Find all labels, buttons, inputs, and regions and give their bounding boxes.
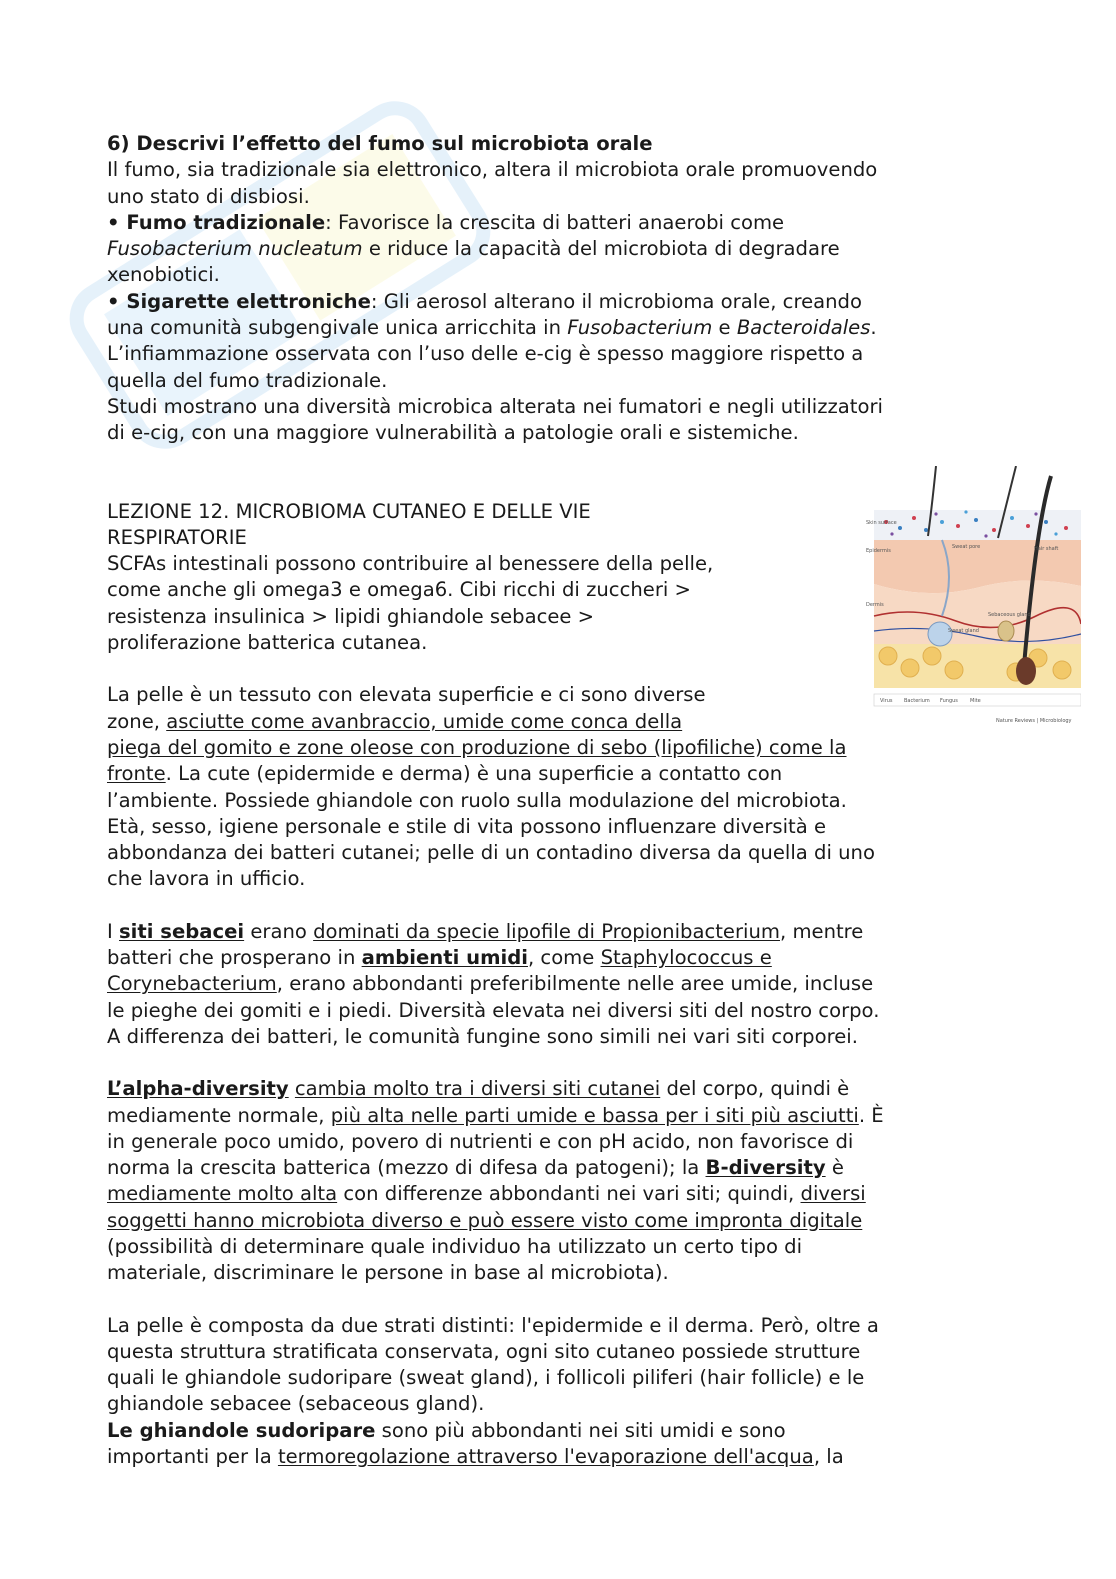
paragraph: Corynebacterium, erano abbondanti preferibilmente nelle aree umide, incluse	[107, 972, 874, 996]
paragraph: quella del fumo tradizionale.	[107, 368, 388, 392]
figure-label: Skin surface	[866, 520, 897, 526]
paragraph: questa struttura stratificata conservata, ogni sito cutaneo possiede strutture	[107, 1339, 861, 1363]
paragraph: l’ambiente. Possiede ghiandole con ruolo sulla modulazione del microbiota.	[107, 788, 847, 812]
section-title-q6: 6) Descrivi l’effetto del fumo sul microbiota orale	[107, 132, 653, 155]
paragraph: proliferazione batterica cutanea.	[107, 631, 428, 655]
paragraph: norma la crescita batterica (mezzo di difesa da patogeni); la B-diversity è	[107, 1156, 844, 1180]
paragraph: abbondanza dei batteri cutanei; pelle di un contadino diversa da quella di uno	[107, 841, 875, 865]
figure-label: Epidermis	[866, 548, 891, 554]
paragraph: A differenza dei batteri, le comunità fungine sono simili nei vari siti corporei.	[107, 1024, 858, 1048]
paragraph: Le ghiandole sudoripare sono più abbondanti nei siti umidi e sono	[107, 1418, 786, 1442]
lesson-title: RESPIRATORIE	[107, 525, 247, 549]
bullet-item: • Sigarette elettroniche: Gli aerosol alterano il microbioma orale, creando	[107, 289, 862, 313]
paragraph: che lavora in ufficio.	[107, 867, 306, 891]
figure-label: Hair shaft	[1034, 546, 1059, 552]
bullet-item: • Fumo tradizionale: Favorisce la crescita di batteri anaerobi come	[107, 210, 785, 234]
paragraph: mediamente molto alta con differenze abbondanti nei vari siti; quindi, diversi	[107, 1182, 866, 1206]
paragraph: La pelle è un tessuto con elevata superficie e ci sono diverse	[107, 683, 706, 707]
paragraph: mediamente normale, più alta nelle parti umide e bassa per i siti più asciutti. È	[107, 1103, 884, 1127]
bullet-item: xenobiotici.	[107, 263, 220, 287]
paragraph: resistenza insulinica > lipidi ghiandole sebacee >	[107, 604, 595, 628]
paragraph: in generale poco umido, povero di nutrienti e con pH acido, non favorisce di	[107, 1129, 854, 1153]
paragraph: SCFAs intestinali possono contribuire al benessere della pelle,	[107, 552, 714, 576]
paragraph: ghiandole sebacee (sebaceous gland).	[107, 1392, 485, 1416]
paragraph: batteri che prosperano in ambienti umidi, come Staphylococcus e	[107, 946, 772, 970]
legend-entry: Virus	[880, 698, 893, 704]
figure-credit: Nature Reviews | Microbiology	[996, 718, 1072, 724]
paragraph: I siti sebacei erano dominati da specie lipofile di Propionibacterium, mentre	[107, 919, 864, 943]
document-body	[107, 131, 1007, 1470]
paragraph: (possibilità di determinare quale individuo ha utilizzato un certo tipo di	[107, 1234, 803, 1258]
paragraph: le pieghe dei gomiti e i piedi. Diversità elevata nei diversi siti del nostro corpo.	[107, 998, 880, 1022]
paragraph: Età, sesso, igiene personale e stile di vita possono influenzare diversità e	[107, 814, 827, 838]
paragraph: uno stato di disbiosi.	[107, 184, 310, 208]
paragraph: come anche gli omega3 e omega6. Cibi ricchi di zuccheri >	[107, 578, 691, 602]
paragraph: di e-cig, con una maggiore vulnerabilità a patologie orali e sistemiche.	[107, 421, 799, 445]
paragraph: quali le ghiandole sudoripare (sweat gland), i follicoli piliferi (hair follicle) e le	[107, 1366, 865, 1390]
figure-label: Dermis	[866, 602, 884, 608]
figure-label: Sebaceous gland	[988, 612, 1031, 618]
legend-entry: Fungus	[940, 698, 958, 704]
paragraph: zone, asciutte come avanbraccio, umide come conca della	[107, 709, 683, 733]
paragraph: L’alpha-diversity cambia molto tra i diversi siti cutanei del corpo, quindi è	[107, 1077, 850, 1101]
paragraph: Il fumo, sia tradizionale sia elettronico, altera il microbiota orale promuovendo	[107, 158, 878, 182]
paragraph: importanti per la termoregolazione attraverso l'evaporazione dell'acqua, la	[107, 1445, 844, 1469]
legend-entry: Bacterium	[904, 698, 930, 704]
figure-label: Sweat gland	[948, 628, 979, 634]
paragraph: piega del gomito e zone oleose con produzione di sebo (lipofiliche) come la	[107, 735, 847, 759]
paragraph: La pelle è composta da due strati distinti: l'epidermide e il derma. Però, oltre a	[107, 1313, 879, 1337]
lesson-title: LEZIONE 12. MICROBIOMA CUTANEO E DELLE VIE	[107, 499, 591, 523]
paragraph: Studi mostrano una diversità microbica alterata nei fumatori e negli utilizzatori	[107, 394, 883, 418]
skin-microbiome-figure	[866, 466, 1081, 728]
legend-entry: Mite	[970, 698, 981, 704]
paragraph: fronte. La cute (epidermide e derma) è una superficie a contatto con	[107, 762, 783, 786]
paragraph: soggetti hanno microbiota diverso e può essere visto come impronta digitale	[107, 1208, 863, 1232]
paragraph: materiale, discriminare le persone in base al microbiota).	[107, 1261, 669, 1285]
paragraph: L’infiammazione osservata con l’uso delle e-cig è spesso maggiore rispetto a	[107, 342, 864, 366]
bullet-item: Fusobacterium nucleatum e riduce la capacità del microbiota di degradare	[107, 237, 840, 261]
fat-layer	[874, 644, 1081, 688]
bullet-item: una comunità subgengivale unica arricchita in Fusobacterium e Bacteroidales.	[107, 316, 877, 340]
figure-label: Sweat pore	[952, 544, 981, 550]
